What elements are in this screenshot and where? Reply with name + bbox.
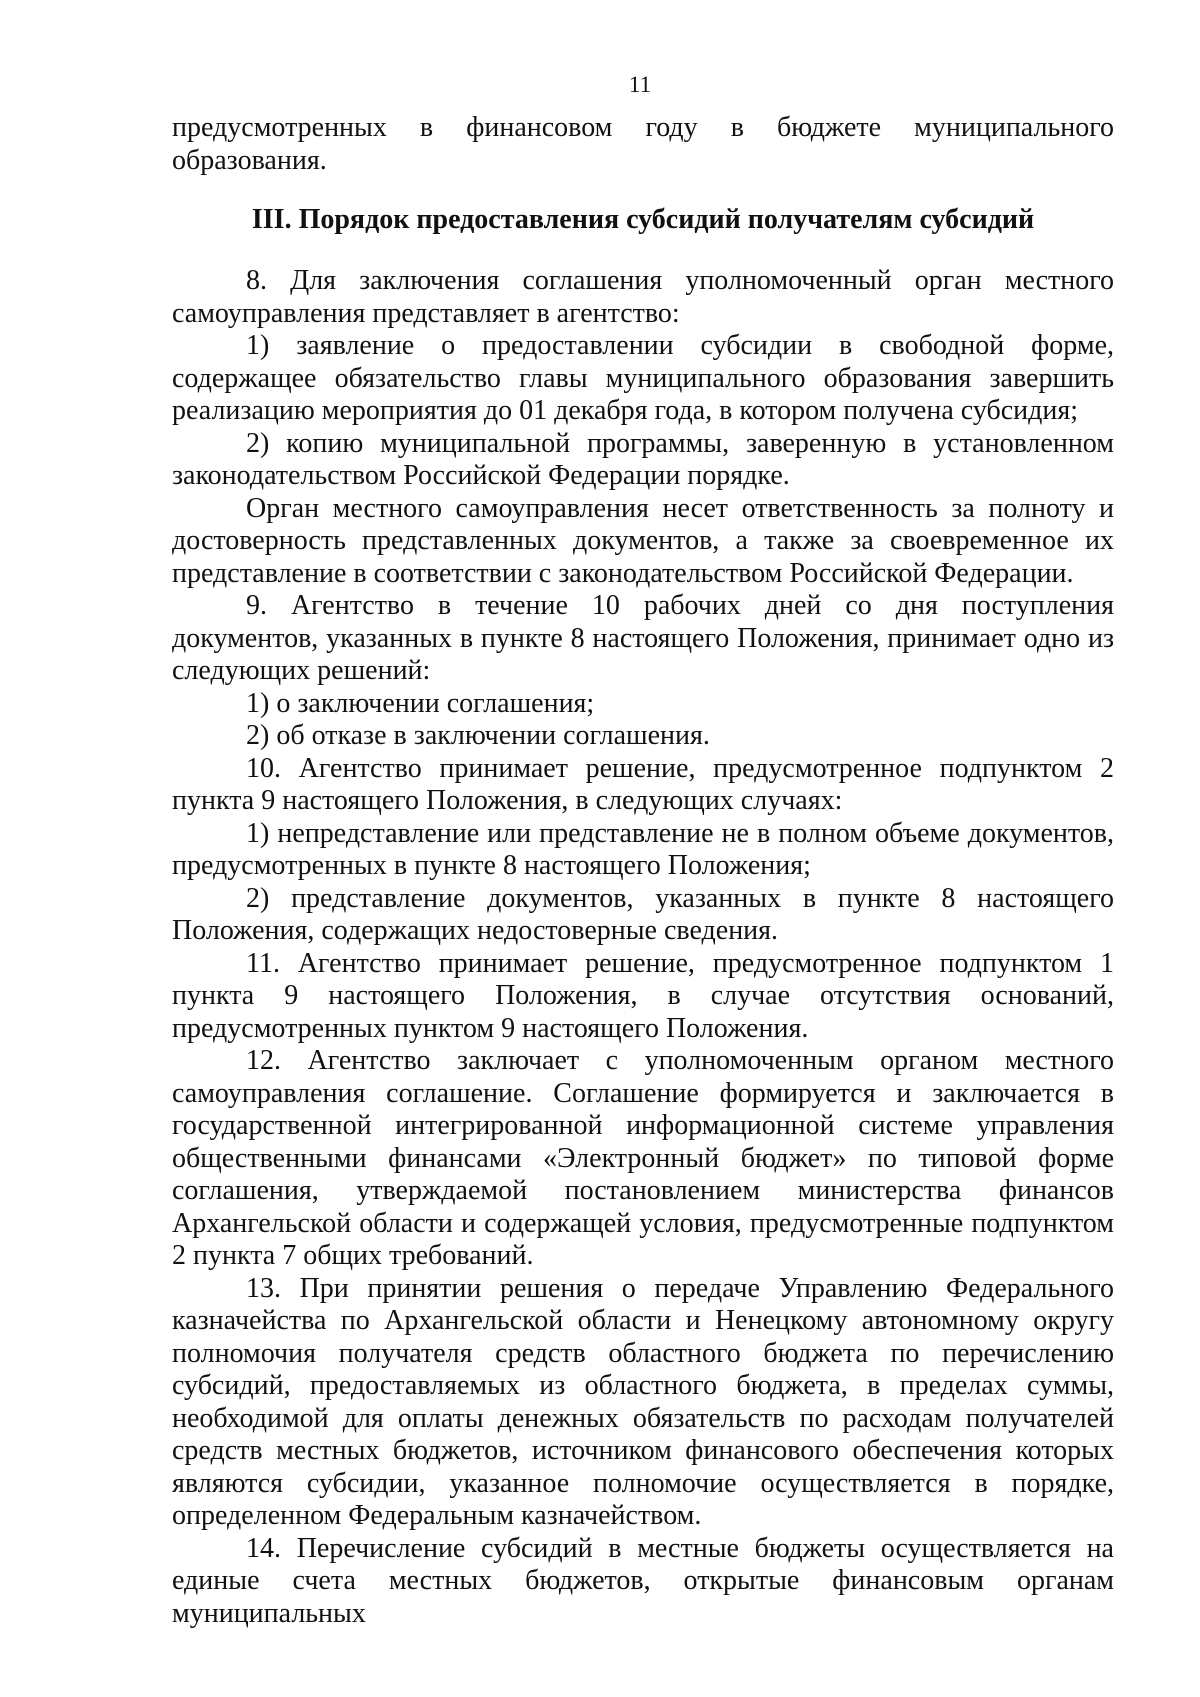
continuation-text: предусмотренных в финансовом году в бюджете муниципального образования. (172, 112, 1114, 176)
document-body (172, 112, 1114, 1630)
paragraph-8-responsibility: Орган местного самоуправления несет ответственность за полноту и достоверность представленных документов, а также за своевременное их представление в соответствии с законодательством Российской Федерации. (172, 492, 1114, 589)
section-title: III. Порядок предоставления субсидий получателям субсидий (251, 204, 1035, 235)
page-number: 11 (628, 72, 652, 97)
paragraph-9-item-1: 1) о заключении соглашения; (246, 687, 595, 719)
paragraph-10-item-2: 2) представление документов, указанных в пункте 8 настоящего Положения, содержащих недостоверные сведения. (172, 882, 1114, 946)
paragraph-8-item-1: 1) заявление о предоставлении субсидии в свободной форме, содержащее обязательство главы муниципального образования завершить реализацию мероприятия до 01 декабря года, в котором получена субсидия; (172, 330, 1114, 426)
paragraph-11: 11. Агентство принимает решение, предусмотренное подпунктом 1 пункта 9 настоящего Положения, в случае отсутствия оснований, предусмотренных пунктом 9 настоящего Положения. (172, 947, 1114, 1044)
paragraph-10-item-1: 1) непредставление или представление не в полном объеме документов, предусмотренных в пункте 8 настоящего Положения; (172, 817, 1114, 881)
paragraph-8: 8. Для заключения соглашения уполномоченный орган местного самоуправления представляет в агентство: (172, 265, 1114, 329)
paragraph-14: 14. Перечисление субсидий в местные бюджеты осуществляется на единые счета местных бюджетов, открытые финансовым органам муниципальных (172, 1532, 1114, 1629)
paragraph-12: 12. Агентство заключает с уполномоченным органом местного самоуправления соглашение. Соглашение формируется и заключается в государственной интегрированной информационной системе управления общественными финансами «Электронный бюджет» по типовой форме соглашения, утверждаемой постановлением министерства финансов Архангельской области и содержащей условия, предусмотренные подпунктом 2 пункта 7 общих требований. (172, 1045, 1114, 1271)
paragraph-9: 9. Агентство в течение 10 рабочих дней со дня поступления документов, указанных в пункте 8 настоящего Положения, принимает одно из следующих решений: (172, 590, 1114, 686)
paragraph-9-item-2: 2) об отказе в заключении соглашения. (246, 720, 710, 751)
paragraph-13: 13. При принятии решения о передаче Управлению Федерального казначейства по Архангельской области и Ненецкому автономному округу полномочия получателя средств областного бюджета по перечислению субсидий, предоставляемых из областного бюджета, в пределах суммы, необходимой для оплаты денежных обязательств по расходам получателей средств местных бюджетов, источником финансового обеспечения которых являются субсидии, указанное полномочие осуществляется в порядке, определенном Федеральным казначейством. (172, 1272, 1114, 1531)
paragraph-8-item-2: 2) копию муниципальной программы, заверенную в установленном законодательством Российской Федерации порядке. (172, 427, 1114, 491)
paragraph-10: 10. Агентство принимает решение, предусмотренное подпунктом 2 пункта 9 настоящего Положения, в следующих случаях: (172, 752, 1114, 816)
